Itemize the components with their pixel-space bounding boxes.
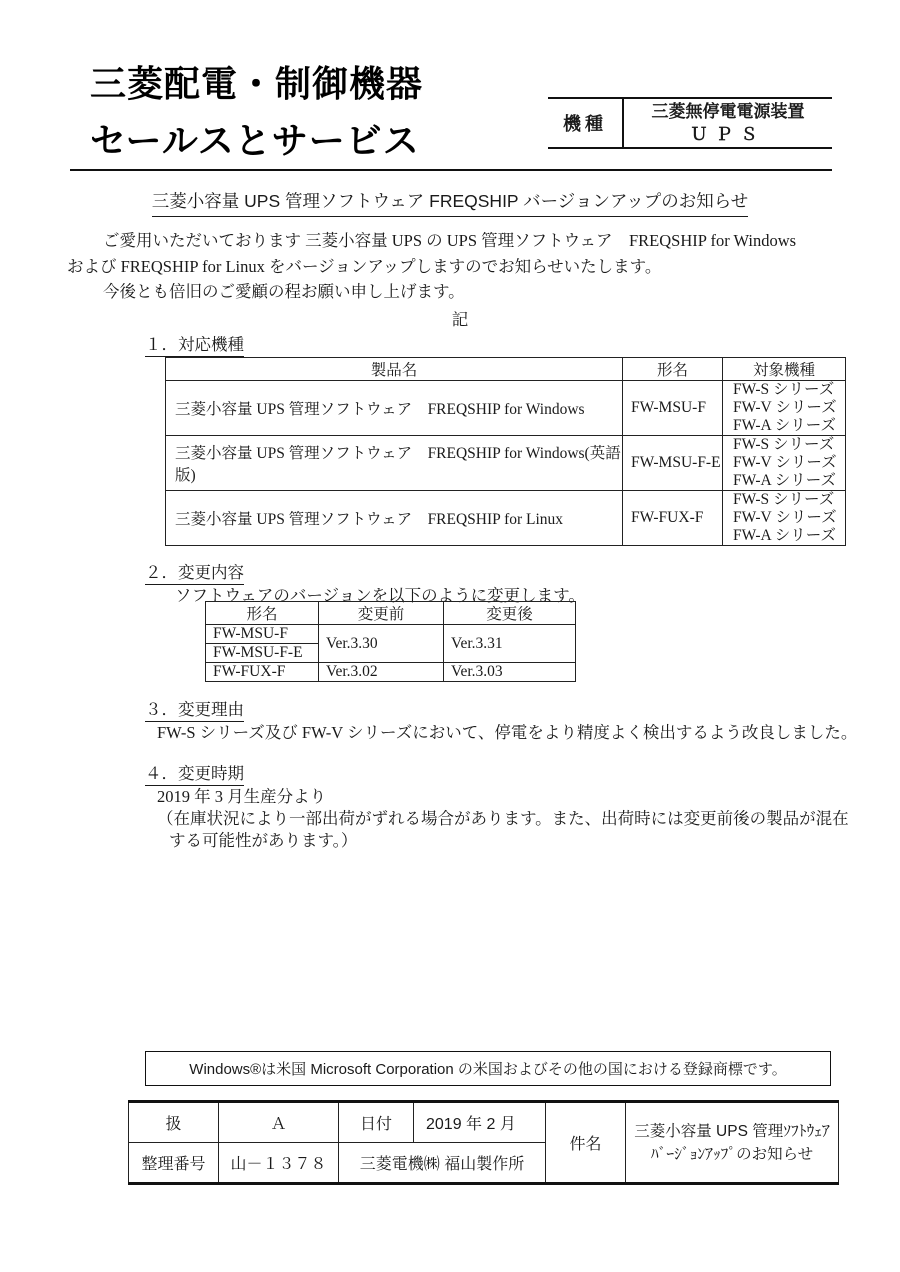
series-line: FW-S シリーズ [733,381,835,398]
section-2-heading-text: ２．変更内容 [145,559,244,585]
series-line: FW-S シリーズ [733,491,835,508]
section-4-line-1: 2019 年 3 月生産分より [157,787,327,806]
model-type-name: 三菱無停電電源装置 [651,102,805,121]
series-line: FW-V シリーズ [733,399,837,416]
intro-line-3: 今後とも倍旧のご愛顧の程お願い申し上げます。 [103,282,465,301]
intro-line-1: ご愛用いただいております 三菱小容量 UPS の UPS 管理ソフトウェア FREQSHIP for Windows [103,231,797,250]
date-label: 日付 [339,1102,414,1143]
model-code: FW-MSU-F-E [623,436,723,491]
subject-label: 件名 [546,1102,626,1184]
version-before: Ver.3.02 [319,663,444,682]
section-2-description: ソフトウェアのバージョンを以下のように変更します。 [175,586,585,605]
table-row [166,381,846,436]
model-code: FW-MSU-F [623,381,723,436]
model-code: FW-FUX-F [206,663,319,682]
subject-line-1: 三菱小容量 UPS 管理ｿﾌﾄｳｪｱ [634,1122,830,1140]
compat-table [165,357,846,546]
notice-title: 三菱小容量 UPS 管理ソフトウェア FREQSHIP バージョンアップのお知らせ [152,188,748,217]
table-row [206,663,576,682]
handling-label: 扱 [129,1102,219,1143]
footer-row-1 [129,1102,839,1143]
section-3-heading-text: ３．変更理由 [145,696,244,722]
version-before: Ver.3.30 [319,625,444,663]
brand-title [90,55,423,169]
footer-table [128,1100,839,1185]
notice-title-wrap [0,188,900,217]
version-table-header-row [206,602,576,625]
date-value: 2019 年 2 月 [414,1102,546,1143]
section-1-heading-text: １．対応機種 [145,331,244,357]
version-table [205,601,576,682]
compat-col-product: 製品名 [166,358,623,381]
header-divider [70,169,832,171]
compat-table-header-row [166,358,846,381]
intro-line-2: および FREQSHIP for Linux をバージョンアップしますのでお知らせいたします。 [67,256,662,276]
series-line: FW-A シリーズ [733,472,836,489]
series-line: FW-V シリーズ [733,454,837,471]
version-after: Ver.3.31 [444,625,576,663]
subject-value [626,1102,839,1184]
target-series [723,436,846,491]
version-col-model: 形名 [206,602,319,625]
series-line: FW-A シリーズ [733,417,836,434]
brand-title-line2: セールスとサービス [90,120,420,161]
version-col-before: 変更前 [319,602,444,625]
product-name: 三菱小容量 UPS 管理ソフトウェア FREQSHIP for Linux [166,491,623,546]
section-4-heading-text: ４．変更時期 [145,760,244,786]
section-1-heading [145,331,244,357]
table-row [206,625,576,644]
series-line: FW-V シリーズ [733,509,837,526]
section-3-body: FW-S シリーズ及び FW-V シリーズにおいて、停電をより精度よく検出するよう改良しました。 [157,723,858,742]
target-series [723,491,846,546]
product-name: 三菱小容量 UPS 管理ソフトウェア FREQSHIP for Windows(英語版) [166,436,623,491]
section-4-line-2: （在庫状況により一部出荷がずれる場合があります。また、出荷時には変更前後の製品が混在 [157,809,849,828]
version-after: Ver.3.03 [444,663,576,682]
model-type-label: 機種 [548,99,624,147]
model-code: FW-MSU-F [206,625,319,644]
ref-number-label: 整理番号 [129,1143,219,1184]
ref-number-value: 山－１３７８ [219,1143,339,1184]
model-type-box [548,97,832,149]
version-col-after: 変更後 [444,602,576,625]
series-line: FW-S シリーズ [733,436,835,453]
brand-title-line1: 三菱配電・制御機器 [90,63,424,104]
trademark-note-box [145,1051,831,1086]
target-series [723,381,846,436]
record-mark: 記 [451,310,469,329]
product-name: 三菱小容量 UPS 管理ソフトウェア FREQSHIP for Windows [166,381,623,436]
section-4-line-3: する可能性があります。） [169,831,358,850]
table-row [166,436,846,491]
subject-line-2: ﾊﾞｰｼﾞｮﾝｱｯﾌﾟのお知らせ [650,1145,814,1163]
model-type-abbrev: ＵＰＳ [690,125,766,144]
series-line: FW-A シリーズ [733,527,836,544]
handling-value: Ａ [219,1102,339,1143]
model-code: FW-MSU-F-E [206,644,319,663]
compat-col-series: 対象機種 [723,358,846,381]
model-code: FW-FUX-F [623,491,723,546]
factory-name: 三菱電機㈱ 福山製作所 [339,1143,546,1184]
intro-paragraph [67,228,857,305]
model-type-value [624,99,832,147]
table-row [166,491,846,546]
trademark-note: Windows®は米国 Microsoft Corporation の米国およびその他の国における登録商標です。 [189,1061,787,1078]
compat-col-model: 形名 [623,358,723,381]
